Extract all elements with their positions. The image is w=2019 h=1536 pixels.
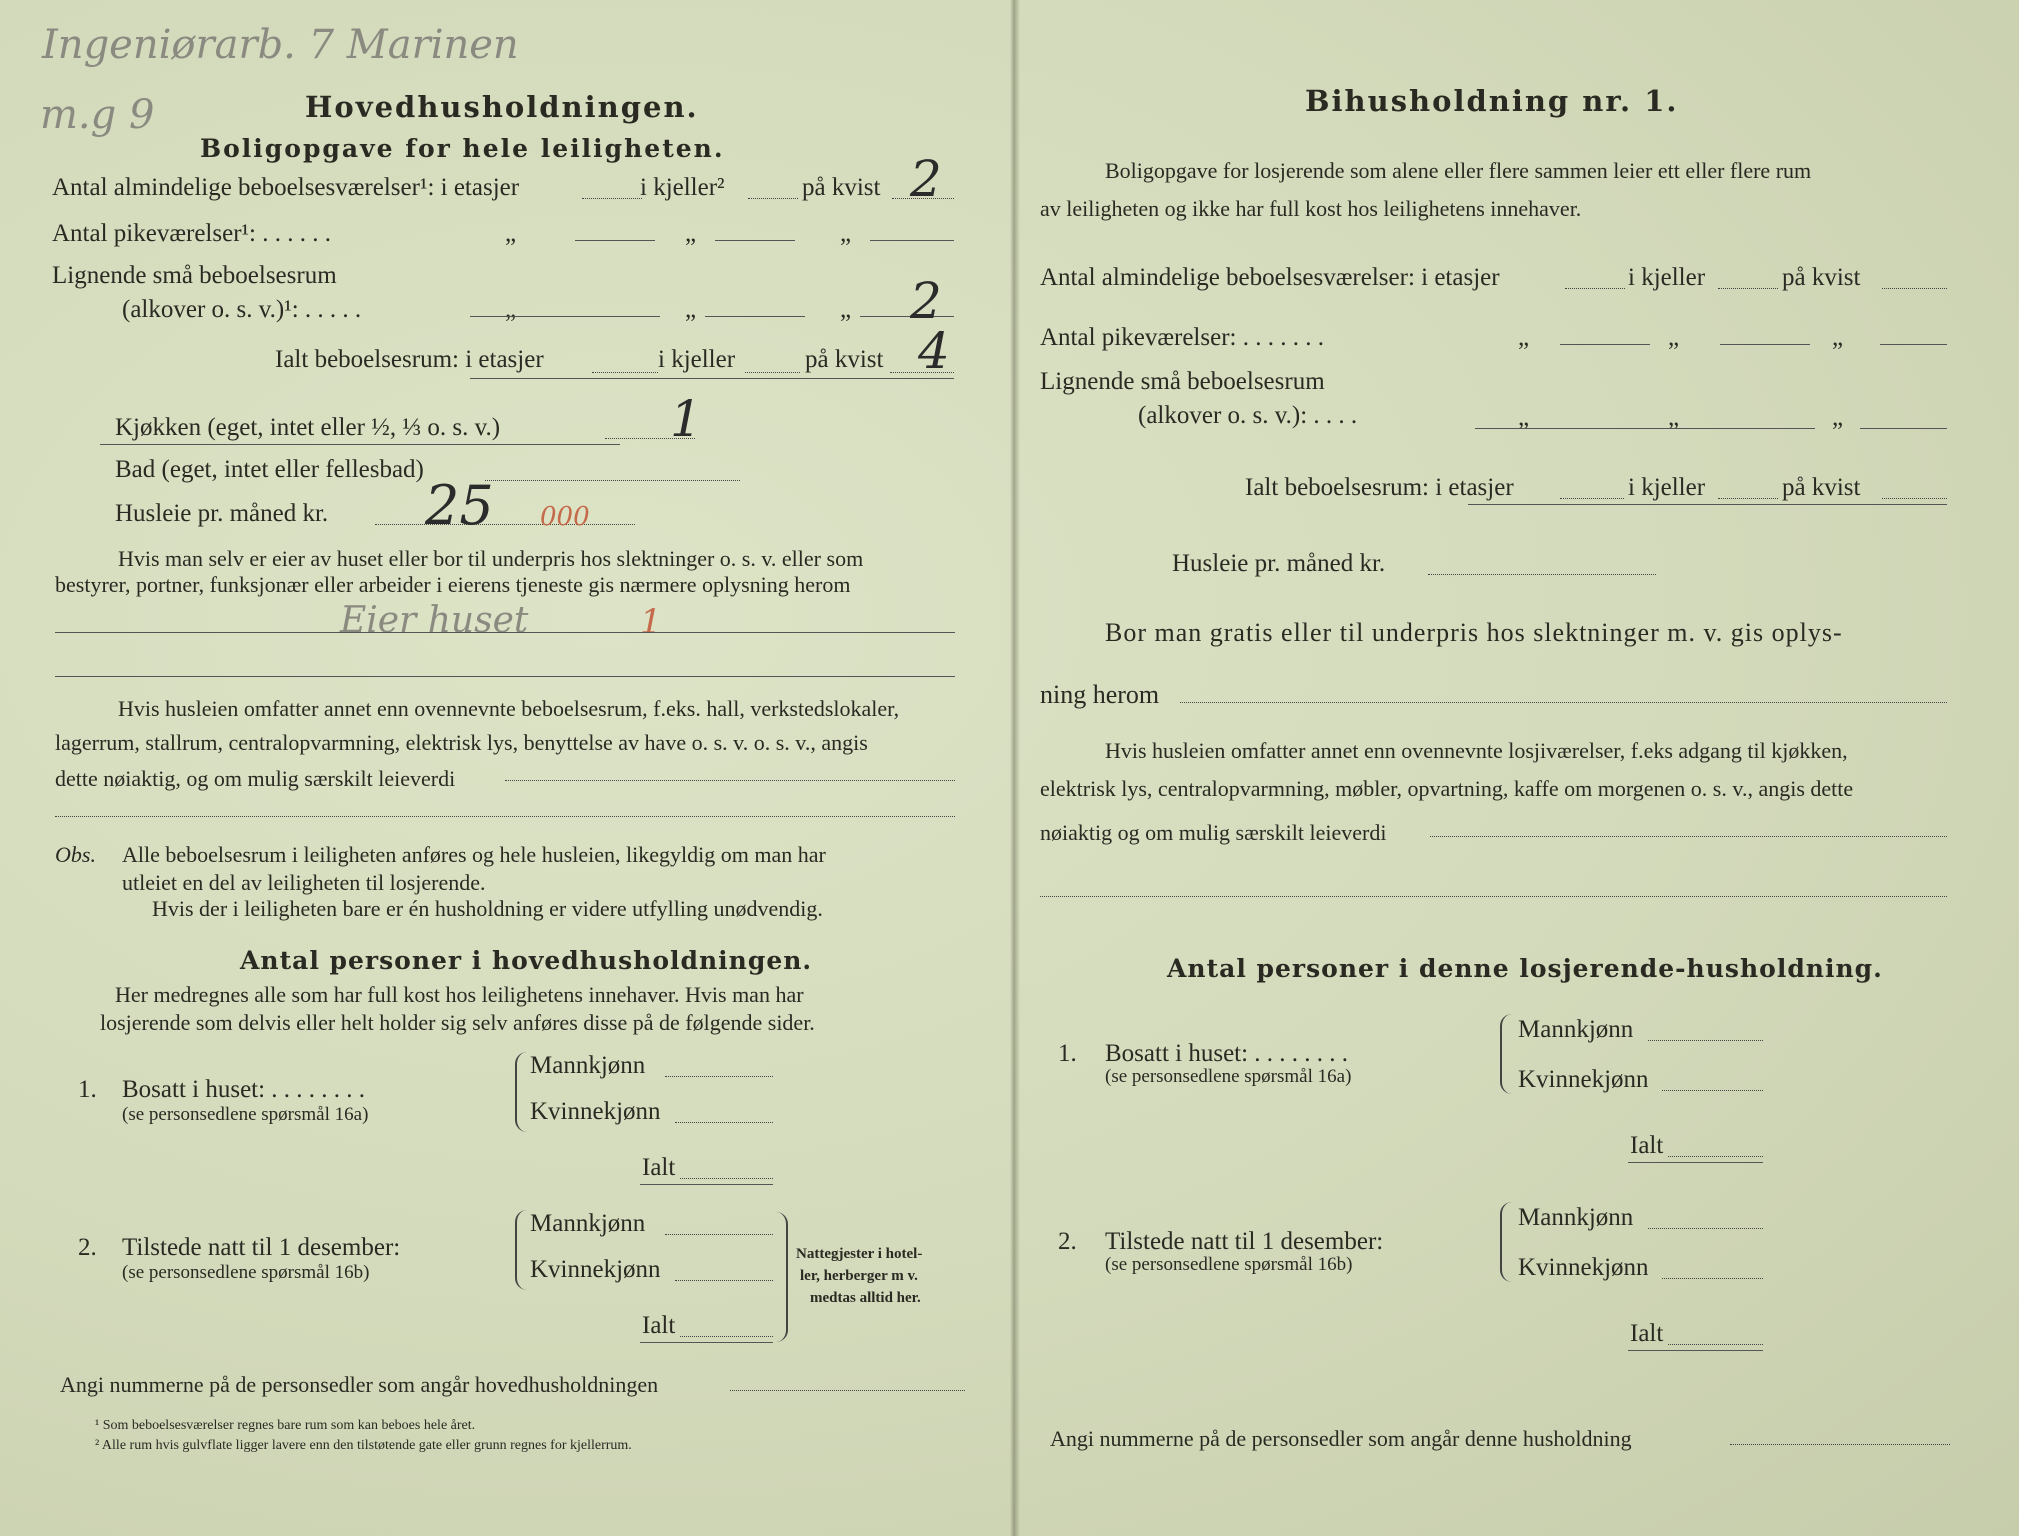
left-row1-kjeller-field[interactable] [748, 198, 798, 199]
handwritten-kjokken: 1 [670, 390, 702, 448]
handwritten-eier-red: 1 [640, 602, 662, 642]
left-leieverdi-field[interactable] [505, 780, 955, 781]
right-q1-number: 1. [1058, 1040, 1077, 1067]
right-intro-2: av leiligheten og ikke har full kost hos leilighetens innehaver. [1040, 196, 1582, 221]
left-obs-3: Hvis der i leiligheten bare er én husholdning er videre utfylling unødvendig. [152, 896, 823, 921]
right-omfatter-3: nøiaktig og om mulig særskilt leieverdi [1040, 820, 1387, 845]
right-q2-label: Tilstede natt til 1 desember: [1105, 1228, 1384, 1255]
left-row2-label: Antal pikeværelser¹: . . . . . . [52, 220, 331, 247]
right-row3-label-b: (alkover o. s. v.): . . . . [1138, 402, 1358, 429]
right-husleie-field[interactable] [1428, 574, 1656, 575]
left-subtitle: Boligopgave for hele leiligheten. [200, 134, 725, 163]
left-row2-field-b[interactable] [715, 240, 795, 241]
right-gratis-2: ning herom [1040, 680, 1160, 709]
left-q1-ialt-field[interactable] [680, 1178, 773, 1179]
quote-mark: „ [505, 296, 517, 323]
left-row1-label: Antal almindelige beboelsesværelser¹: i etasjer [52, 174, 520, 201]
left-q1-kvinne-field[interactable] [675, 1122, 773, 1123]
left-q1-brace [515, 1052, 529, 1132]
right-omfatter-2: elektrisk lys, centralopvarmning, møbler, opvartning, kaffe om morgenen o. s. v., angis dette [1040, 776, 1854, 801]
left-ialt-underline [470, 378, 954, 379]
right-row3-label-a: Lignende små beboelsesrum [1040, 368, 1325, 395]
left-antal-text-1: Her medregnes alle som har full kost hos leilighetens innehaver. Hvis man har [115, 982, 804, 1007]
right-row2-field-b[interactable] [1720, 344, 1810, 345]
left-ialt-label: Ialt beboelsesrum: i etasjer [275, 346, 544, 373]
left-row3-label-b: (alkover o. s. v.)¹: . . . . . [122, 296, 362, 323]
right-row1-label: Antal almindelige beboelsesværelser: i etasjer [1040, 264, 1500, 291]
quote-mark: „ [685, 220, 697, 247]
left-row2-field-c[interactable] [870, 240, 954, 241]
left-bad-label: Bad (eget, intet eller fellesbad) [115, 456, 424, 483]
left-antal-text-2: losjerende som delvis eller helt holder sig selv anføres disse på de følgende sider. [100, 1010, 815, 1035]
left-obs-2: utleiet en del av leiligheten til losjerende. [122, 870, 486, 895]
left-angi-field[interactable] [730, 1390, 965, 1391]
right-row2-field-a[interactable] [1560, 344, 1650, 345]
right-row1-kjeller-label: i kjeller [1628, 264, 1706, 291]
right-q2-mann-label: Mannkjønn [1518, 1204, 1634, 1231]
quote-mark: „ [1518, 324, 1530, 351]
right-q2-kvinne-field[interactable] [1662, 1278, 1763, 1279]
handwritten-margin-note: m.g 9 [40, 92, 155, 138]
right-row3-field-a[interactable] [1475, 428, 1655, 429]
left-q2-mann-field[interactable] [665, 1234, 773, 1235]
quote-mark: „ [1668, 324, 1680, 351]
right-intro-1: Boligopgave for losjerende som alene eller flere sammen leier ett eller flere rum [1105, 158, 1812, 183]
left-q2-ialt-underline [640, 1342, 773, 1343]
left-row1-kvist-label: på kvist [802, 174, 881, 201]
left-q1-kvinne-label: Kvinnekjønn [530, 1098, 661, 1125]
left-q2-brace [515, 1210, 529, 1290]
handwritten-husleie-red: 000 [540, 502, 590, 532]
left-eier-text-1: Hvis man selv er eier av huset eller bor til underpris hos slektninger o. s. v. eller som [118, 546, 864, 571]
left-q1-ialt-label: Ialt [642, 1154, 676, 1181]
quote-mark: „ [685, 296, 697, 323]
right-q1-ialt-underline [1628, 1162, 1763, 1163]
right-q2-mann-field[interactable] [1648, 1228, 1763, 1229]
right-row1-kvist-field[interactable] [1882, 288, 1947, 289]
left-eier-text-2: bestyrer, portner, funksjonær eller arbeider i eierens tjeneste gis nærmere oplysning herom [55, 572, 851, 597]
left-footnote-2: ² Alle rum hvis gulvflate ligger lavere enn den tilstøtende gate eller grunn regnes for kjellerrum. [95, 1438, 632, 1453]
right-gratis-1: Bor man gratis eller til underpris hos slektninger m. v. gis oplys- [1105, 618, 1843, 647]
right-q2-ialt-underline [1628, 1350, 1763, 1351]
right-title: Bihusholdning nr. 1. [1305, 84, 1679, 118]
handwritten-kvist-total: 4 [918, 322, 950, 380]
right-ialt-kvist-label: på kvist [1782, 474, 1861, 501]
right-q1-mann-field[interactable] [1648, 1040, 1763, 1041]
left-obs-label: Obs. [55, 842, 96, 867]
right-leieverdi-line-2[interactable] [1040, 896, 1947, 897]
left-q1-ialt-underline [640, 1184, 773, 1185]
left-q2-kvinne-field[interactable] [675, 1280, 773, 1281]
left-leieverdi-line-2[interactable] [55, 816, 955, 817]
right-row1-kvist-label: på kvist [1782, 264, 1861, 291]
left-antal-title: Antal personer i hovedhusholdningen. [240, 946, 813, 975]
left-q1-mann-field[interactable] [665, 1076, 773, 1077]
left-nattegjester-3: medtas alltid her. [810, 1290, 921, 1306]
right-gratis-field[interactable] [1180, 702, 1947, 703]
quote-mark: „ [1832, 324, 1844, 351]
left-omfatter-2: lagerrum, stallrum, centralopvarmning, elektrisk lys, benyttelse av have o. s. v. o. s. v., angis [55, 730, 868, 755]
right-q1-sub: (se personsedlene spørsmål 16a) [1105, 1066, 1352, 1087]
left-nattegjester-1: Nattegjester i hotel- [796, 1246, 923, 1262]
left-husleie-label: Husleie pr. måned kr. [115, 500, 329, 527]
left-q1-mann-label: Mannkjønn [530, 1052, 646, 1079]
right-q1-ialt-label: Ialt [1630, 1132, 1664, 1159]
handwritten-kvist-1: 2 [910, 150, 942, 208]
right-ialt-kjeller-label: i kjeller [1628, 474, 1706, 501]
left-q2-label: Tilstede natt til 1 desember: [122, 1234, 401, 1261]
left-q2-mann-label: Mannkjønn [530, 1210, 646, 1237]
left-q1-label: Bosatt i huset: . . . . . . . . [122, 1076, 366, 1103]
right-angi-field[interactable] [1730, 1444, 1950, 1445]
right-q1-ialt-field[interactable] [1668, 1156, 1763, 1157]
quote-mark: „ [840, 220, 852, 247]
right-row3-field-b[interactable] [1655, 428, 1815, 429]
left-row3-field-b[interactable] [705, 316, 805, 317]
right-ialt-label: Ialt beboelsesrum: i etasjer [1245, 474, 1514, 501]
left-row2-field-a[interactable] [575, 240, 655, 241]
right-husleie-label: Husleie pr. måned kr. [1172, 550, 1386, 577]
right-omfatter-1: Hvis husleien omfatter annet enn ovennevnte losjiværelser, f.eks adgang til kjøkken, [1105, 738, 1848, 763]
right-ialt-kvist-field[interactable] [1882, 498, 1947, 499]
left-q2-sub: (se personsedlene spørsmål 16b) [122, 1262, 370, 1283]
right-q2-brace [1500, 1202, 1514, 1282]
left-q1-number: 1. [78, 1076, 97, 1103]
left-eier-line-2[interactable] [55, 676, 955, 677]
handwritten-eier: Eier huset [340, 600, 529, 641]
right-row2-label: Antal pikeværelser: . . . . . . . [1040, 324, 1324, 351]
left-q2-number: 2. [78, 1234, 97, 1261]
left-ialt-kjeller-label: i kjeller [658, 346, 736, 373]
left-kjokken-label: Kjøkken (eget, intet eller ½, ⅓ o. s. v.) [115, 414, 501, 441]
left-omfatter-1: Hvis husleien omfatter annet enn ovennevnte beboelsesrum, f.eks. hall, verkstedslokaler, [118, 696, 900, 721]
left-footnote-1: ¹ Som beboelsesværelser regnes bare rum som kan beboes hele året. [95, 1418, 476, 1433]
left-row3-field-a[interactable] [470, 316, 660, 317]
right-q2-ialt-label: Ialt [1630, 1320, 1664, 1347]
left-row1-etasjer-field[interactable] [582, 198, 642, 199]
left-angi-label: Angi nummerne på de personsedler som angår hovedhusholdningen [60, 1372, 659, 1397]
left-obs-1: Alle beboelsesrum i leiligheten anføres og hele husleien, likegyldig om man har [122, 842, 826, 867]
right-row1-etasjer-field[interactable] [1565, 288, 1625, 289]
quote-mark: „ [505, 220, 517, 247]
left-row1-kjeller-label: i kjeller² [640, 174, 725, 201]
handwritten-top-note: Ingeniørarb. 7 Marinen [42, 22, 519, 68]
left-ialt-kvist-label: på kvist [805, 346, 884, 373]
left-title: Hovedhusholdningen. [305, 90, 699, 124]
handwritten-husleie: 25 [425, 474, 494, 537]
quote-mark: „ [1668, 404, 1680, 431]
handwritten-kvist-3: 2 [910, 272, 942, 330]
right-leieverdi-field[interactable] [1430, 836, 1947, 837]
left-q2-right-brace [774, 1212, 788, 1342]
left-omfatter-3: dette nøiaktig, og om mulig særskilt leieverdi [55, 766, 456, 791]
left-bad-field[interactable] [485, 480, 740, 481]
left-nattegjester-2: ler, herberger m v. [800, 1268, 918, 1284]
left-q2-kvinne-label: Kvinnekjønn [530, 1256, 661, 1283]
quote-mark: „ [840, 296, 852, 323]
right-angi-label: Angi nummerne på de personsedler som angår denne husholdning [1050, 1426, 1632, 1451]
right-row1-kjeller-field[interactable] [1718, 288, 1778, 289]
left-ialt-kjeller-field[interactable] [745, 372, 800, 373]
right-q2-ialt-field[interactable] [1668, 1344, 1763, 1345]
left-ialt-etasjer-field[interactable] [592, 372, 658, 373]
left-eier-line-1[interactable] [55, 632, 955, 633]
right-antal-title: Antal personer i denne losjerende-husholdning. [1167, 954, 1883, 983]
right-row2-field-c[interactable] [1880, 344, 1947, 345]
right-q1-kvinne-field[interactable] [1662, 1090, 1763, 1091]
right-q2-number: 2. [1058, 1228, 1077, 1255]
quote-mark: „ [1518, 404, 1530, 431]
right-q2-kvinne-label: Kvinnekjønn [1518, 1254, 1649, 1281]
left-kjokken-underline [100, 444, 620, 445]
right-ialt-underline [1468, 504, 1947, 505]
quote-mark: „ [1832, 404, 1844, 431]
right-q1-kvinne-label: Kvinnekjønn [1518, 1066, 1649, 1093]
left-row3-label-a: Lignende små beboelsesrum [52, 262, 337, 289]
right-q1-brace [1500, 1014, 1514, 1094]
right-row3-field-c[interactable] [1860, 428, 1947, 429]
left-q1-sub: (se personsedlene spørsmål 16a) [122, 1104, 369, 1125]
right-ialt-etasjer-field[interactable] [1560, 498, 1624, 499]
left-q2-ialt-label: Ialt [642, 1312, 676, 1339]
right-ialt-kjeller-field[interactable] [1718, 498, 1778, 499]
left-q2-ialt-field[interactable] [680, 1336, 773, 1337]
right-q2-sub: (se personsedlene spørsmål 16b) [1105, 1254, 1353, 1275]
right-q1-label: Bosatt i huset: . . . . . . . . [1105, 1040, 1349, 1067]
left-husleie-field[interactable] [375, 524, 635, 525]
right-q1-mann-label: Mannkjønn [1518, 1016, 1634, 1043]
